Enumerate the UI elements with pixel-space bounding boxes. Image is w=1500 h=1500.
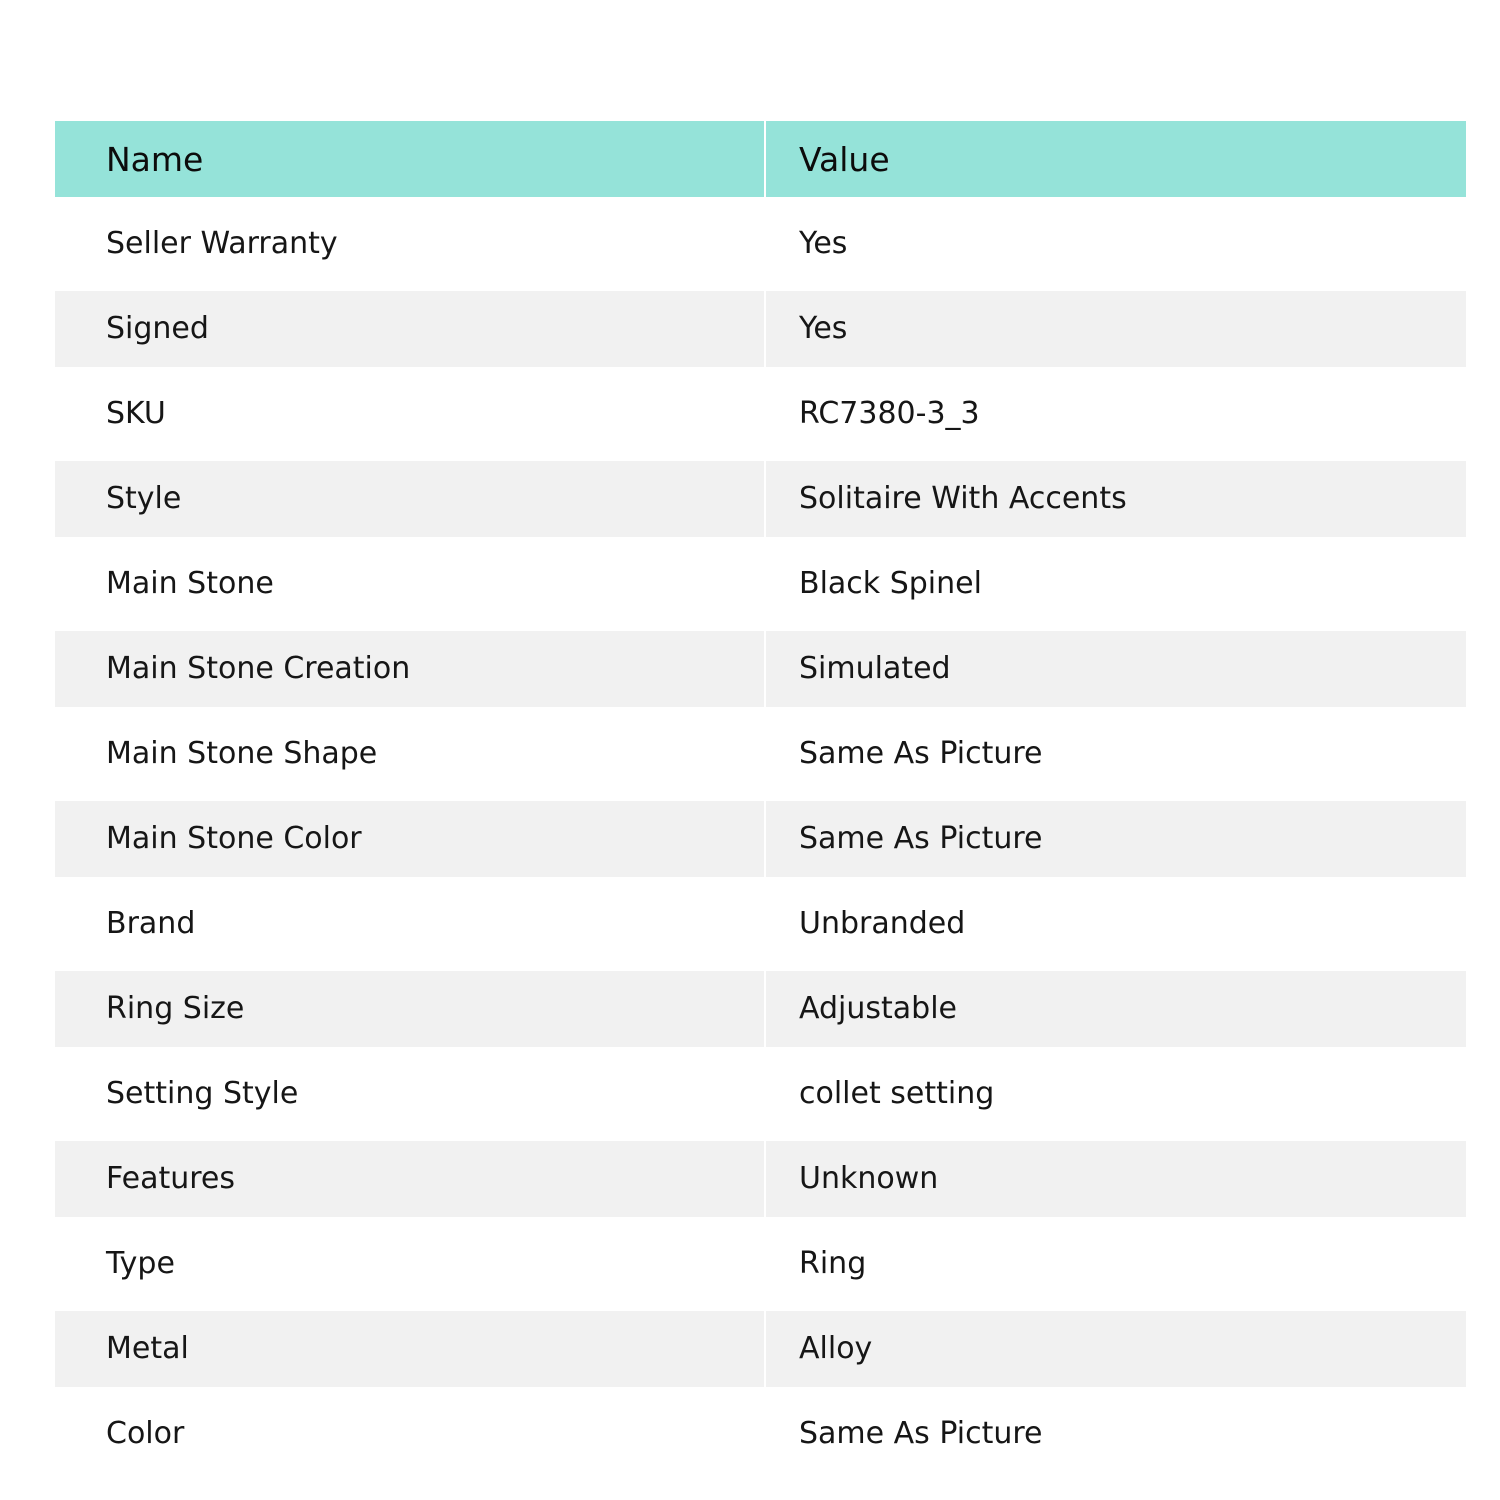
row-value-cell: collet setting: [799, 1076, 995, 1111]
row-name-cell: Main Stone Color: [55, 801, 766, 877]
table-row: [55, 1387, 1466, 1481]
row-value-cell: Simulated: [799, 651, 951, 686]
row-value-cell: Yes: [799, 311, 848, 346]
row-name-cell: Seller Warranty: [55, 197, 766, 291]
table-row: [55, 197, 1466, 291]
row-name-cell: Color: [55, 1387, 766, 1481]
table-header: [55, 121, 1466, 197]
row-value-cell: Same As Picture: [799, 1416, 1043, 1451]
table-row: [55, 461, 1466, 537]
table-row: [55, 707, 1466, 801]
row-value-cell: Unbranded: [799, 906, 966, 941]
row-value-cell: Black Spinel: [799, 566, 982, 601]
row-value-cell: Unknown: [799, 1161, 939, 1196]
row-name-cell: Main Stone Shape: [55, 707, 766, 801]
table-row: [55, 537, 1466, 631]
row-name-cell: Ring Size: [55, 971, 766, 1047]
table-row: [55, 631, 1466, 707]
table-row: [55, 1217, 1466, 1311]
row-value-cell: Ring: [799, 1246, 867, 1281]
row-name-cell: Setting Style: [55, 1047, 766, 1141]
table-row: [55, 877, 1466, 971]
table-row: [55, 971, 1466, 1047]
row-value-cell: Yes: [799, 226, 848, 261]
value-column-header: Value: [799, 139, 890, 179]
table-row: [55, 801, 1466, 877]
row-value-cell: RC7380-3_3: [799, 396, 980, 431]
row-name-cell: Main Stone Creation: [55, 631, 766, 707]
row-name-cell: Main Stone: [55, 537, 766, 631]
row-value-cell: Same As Picture: [799, 821, 1043, 856]
row-name-cell: Features: [55, 1141, 766, 1217]
table-row: [55, 1047, 1466, 1141]
row-name-cell: Signed: [55, 291, 766, 367]
table-row: [55, 367, 1466, 461]
specifications-table: [55, 121, 1466, 1481]
row-value-cell: Alloy: [799, 1331, 873, 1366]
row-value-cell: Solitaire With Accents: [799, 481, 1127, 516]
table-row: [55, 1311, 1466, 1387]
row-name-cell: Metal: [55, 1311, 766, 1387]
row-name-cell: Style: [55, 461, 766, 537]
row-value-cell: Adjustable: [799, 991, 957, 1026]
name-column-header: Name: [55, 121, 766, 197]
row-name-cell: Type: [55, 1217, 766, 1311]
row-name-cell: Brand: [55, 877, 766, 971]
table-row: [55, 291, 1466, 367]
row-value-cell: Same As Picture: [799, 736, 1043, 771]
row-name-cell: SKU: [55, 367, 766, 461]
table-body: [55, 197, 1466, 1481]
table-row: [55, 1141, 1466, 1217]
